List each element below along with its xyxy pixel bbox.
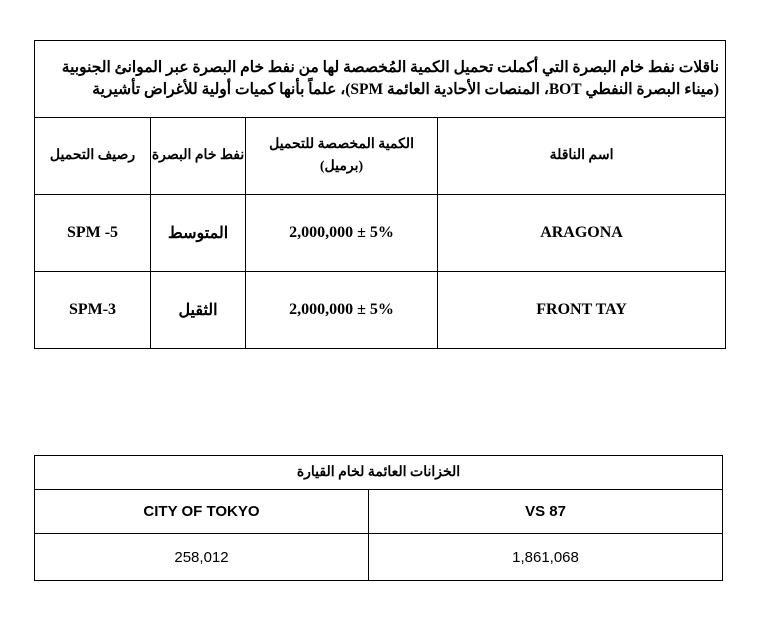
- storage-value-cell: 1,861,068: [369, 534, 723, 581]
- storage-value-cell: 258,012: [35, 534, 369, 581]
- header-quantity: الكمية المخصصة للتحميل (برميل): [246, 118, 438, 195]
- storage-table: [34, 455, 723, 581]
- storage-name-cell: CITY OF TOKYO: [35, 490, 369, 534]
- header-berth: رصيف التحميل: [35, 118, 151, 195]
- crude-cell: الثقيل: [151, 272, 246, 349]
- table-row: [35, 534, 723, 581]
- header-tanker-name: اسم الناقلة: [438, 118, 726, 195]
- storage-table-title: الخزانات العائمة لخام القيارة: [35, 456, 723, 490]
- berth-cell: SPM-3: [35, 272, 151, 349]
- tanker-name-cell: ARAGONA: [438, 195, 726, 272]
- tanker-name-cell: FRONT TAY: [438, 272, 726, 349]
- table-row: [35, 195, 726, 272]
- header-crude: نفط خام البصرة: [151, 118, 246, 195]
- storage-name-cell: VS 87: [369, 490, 723, 534]
- crude-cell: المتوسط: [151, 195, 246, 272]
- berth-cell: SPM -5: [35, 195, 151, 272]
- quantity-cell: 2,000,000 ± 5%: [246, 272, 438, 349]
- tankers-table: [34, 40, 726, 349]
- table-row: [35, 272, 726, 349]
- quantity-cell: 2,000,000 ± 5%: [246, 195, 438, 272]
- tankers-table-title: ناقلات نفط خام البصرة التي أكملت تحميل الكمية المُخصصة لها من نفط خام البصرة عبر الموانئ الجنوبية (ميناء البصرة النفطي BOT، المنصات الأحادية العائمة SPM)، علماً بأنها كميات أولية للأغراض تأشيرية: [35, 41, 726, 118]
